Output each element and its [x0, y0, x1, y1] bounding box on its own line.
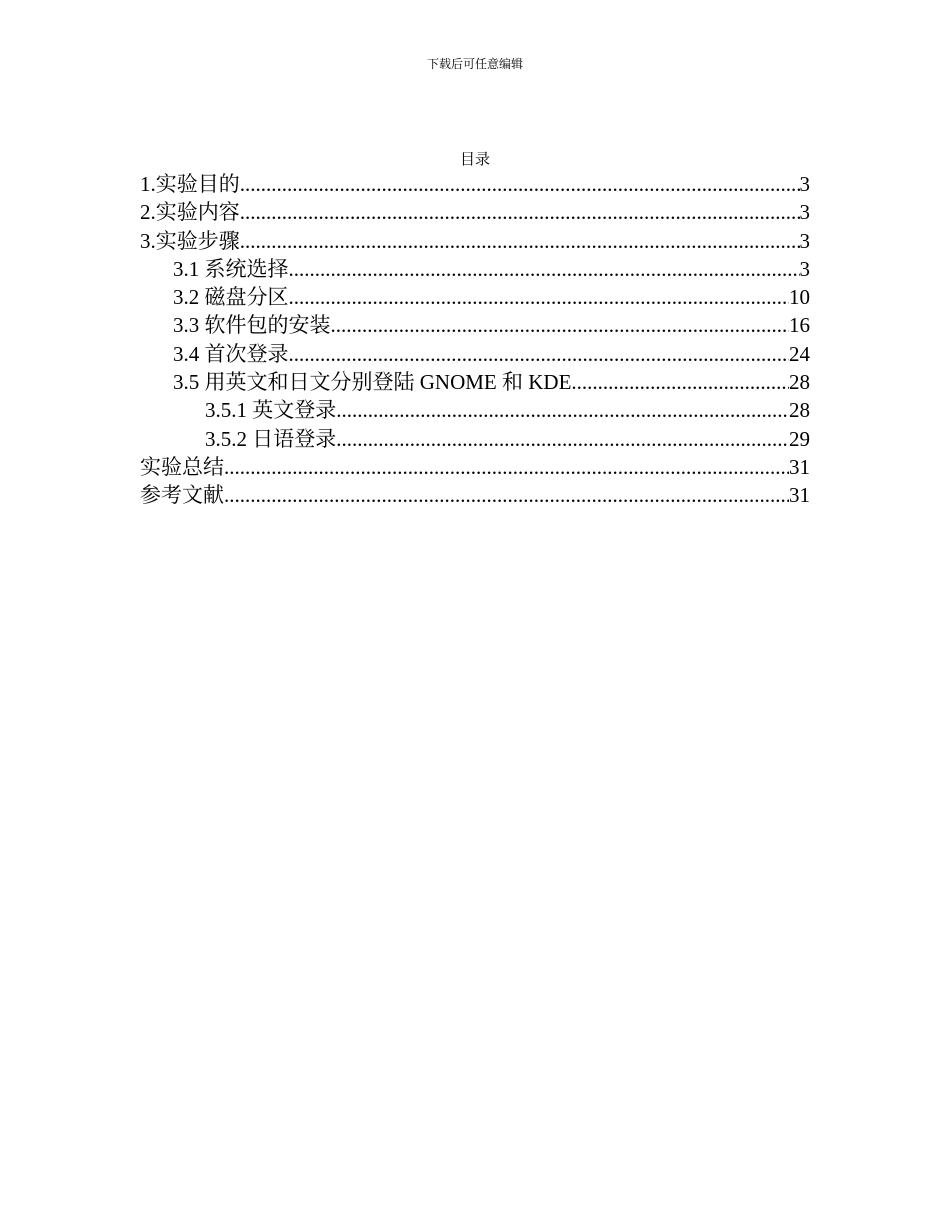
toc-entry-page: 31 [789, 454, 810, 479]
toc-leader-dots [240, 170, 800, 198]
toc-entry-text: 实验总结 [140, 454, 224, 479]
toc-entry-text: 3.5 用英文和日文分别登陆 GNOME 和 KDE [173, 370, 572, 395]
toc-entry-page: 3 [799, 256, 810, 281]
toc-entry-text: 3.4 首次登录 [173, 341, 289, 366]
toc-entry-page: 16 [789, 313, 810, 338]
toc-entry[interactable] [140, 453, 810, 481]
toc-entry[interactable] [140, 311, 810, 339]
toc-entry[interactable] [140, 368, 810, 396]
toc-entry-text: 参考文献 [140, 483, 224, 508]
toc-entry-page: 29 [789, 426, 810, 451]
toc-leader-dots [240, 198, 800, 226]
toc-entry-text: 3.实验步骤 [140, 228, 240, 253]
toc-entry-text: 3.5.1 英文登录 [205, 398, 337, 423]
toc-entry-page: 3 [799, 172, 810, 196]
toc-entry-page: 3 [799, 228, 810, 253]
toc-entry-page: 31 [789, 483, 810, 508]
toc-entry[interactable] [140, 255, 810, 283]
toc-entry-text: 3.3 软件包的安装 [173, 313, 331, 338]
toc-title: 目录 [459, 152, 490, 168]
toc-entry[interactable] [140, 283, 810, 311]
toc-entry-text: 3.2 磁盘分区 [173, 285, 289, 310]
table-of-contents [140, 170, 810, 510]
toc-entry[interactable] [140, 481, 810, 509]
toc-leader-dots [224, 453, 789, 481]
toc-entry[interactable] [140, 396, 810, 424]
toc-entry-page: 3 [799, 200, 810, 225]
toc-entry-text: 1.实验目的 [140, 172, 240, 196]
toc-entry[interactable] [140, 170, 810, 198]
toc-entry-page: 28 [789, 370, 810, 395]
toc-entry-text: 2.实验内容 [140, 200, 240, 225]
toc-entry[interactable] [140, 198, 810, 226]
toc-leader-dots [240, 227, 800, 255]
toc-leader-dots [336, 396, 789, 424]
toc-entry[interactable] [140, 425, 810, 453]
toc-entry-text: 3.1 系统选择 [173, 256, 289, 281]
toc-leader-dots [336, 425, 789, 453]
toc-leader-dots [571, 368, 789, 396]
toc-entry[interactable] [140, 227, 810, 255]
toc-entry-page: 10 [789, 285, 810, 310]
toc-leader-dots [331, 311, 790, 339]
toc-entry[interactable] [140, 340, 810, 368]
toc-entry-page: 28 [789, 398, 810, 423]
toc-leader-dots [289, 255, 800, 283]
toc-leader-dots [289, 340, 790, 368]
page-header-note: 下载后可任意编辑 [426, 57, 523, 71]
toc-leader-dots [289, 283, 790, 311]
toc-entry-text: 3.5.2 日语登录 [205, 426, 337, 451]
toc-entry-page: 24 [789, 341, 810, 366]
toc-leader-dots [224, 481, 789, 509]
